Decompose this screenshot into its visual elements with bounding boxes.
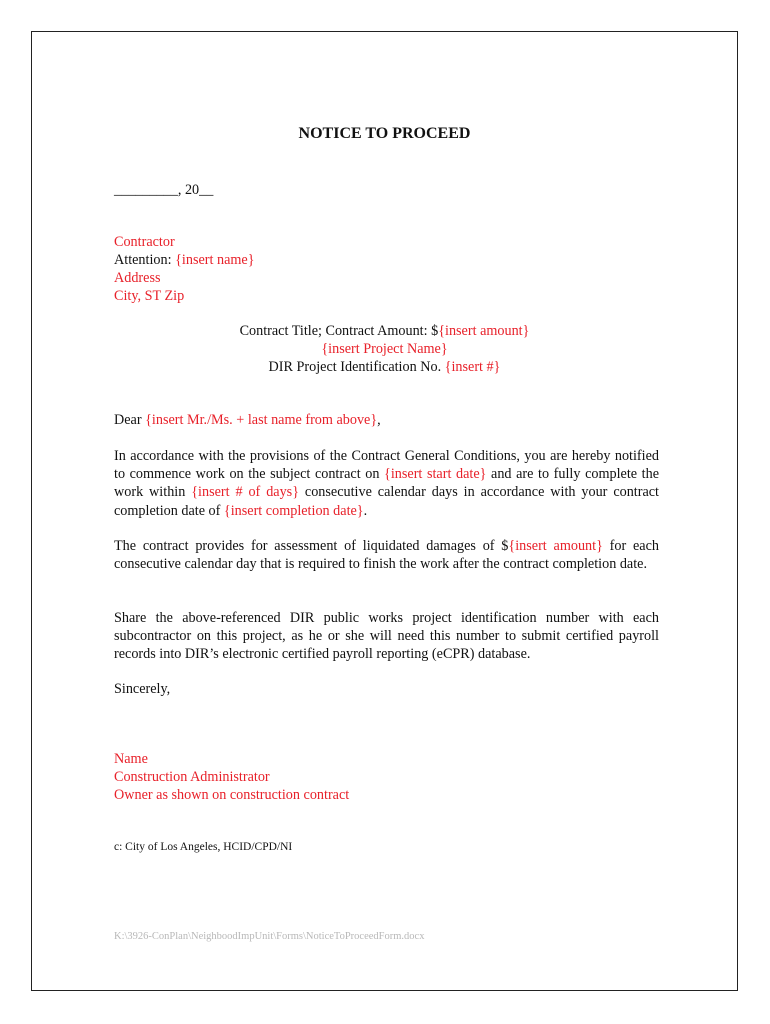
subject-line-1 [32, 322, 737, 340]
paragraph-damages [114, 537, 659, 573]
document-page [31, 31, 738, 991]
subject-dir-label: DIR Project Identification No. [268, 359, 445, 375]
recipient-contractor: Contractor [114, 234, 175, 250]
subject-project-name: {insert Project Name} [321, 341, 448, 357]
signature-org: Owner as shown on construction contract [114, 787, 350, 803]
closing: Sincerely, [114, 681, 171, 697]
days-placeholder: {insert # of days} [191, 484, 300, 501]
para1-text-2: and are to fully complete the work within [114, 466, 659, 501]
recipient-city: City, ST Zip [114, 288, 185, 304]
paragraph-notice [114, 447, 659, 520]
paragraph-dir: Share the above-referenced DIR public works project identification number with each subcontractor on this project, as he or she will need this number to submit certified payroll records into DIR’s electronic certified payroll reporting (eCPR) database. [114, 610, 659, 663]
para1-text-1: In accordance with the provisions of the Contract General Conditions, you are hereby notified to commence work on the subject contract on [114, 448, 659, 483]
para1-text-3: consecutive calendar days in accordance with your contract completion date of [114, 484, 660, 519]
subject-line-3 [32, 358, 737, 376]
damages-amount-placeholder: {insert amount} [508, 538, 603, 554]
attention-label: Attention: [114, 252, 176, 268]
para1-text-4: . [363, 502, 368, 519]
document-title: NOTICE TO PROCEED [298, 125, 471, 142]
salutation-suffix: , [377, 412, 381, 428]
recipient-address: Address [114, 270, 161, 286]
recipient-attention [114, 251, 255, 269]
para2-text-1: The contract provides for assessment of liquidated damages of $ [114, 538, 509, 554]
start-date-placeholder: {insert start date} [384, 466, 487, 483]
completion-date-placeholder: {insert completion date} [223, 502, 364, 519]
salutation [114, 411, 381, 429]
subject-contract-label: Contract Title; Contract Amount: $ [239, 323, 439, 339]
salutation-name: {insert Mr./Ms. + last name from above} [145, 412, 378, 428]
date-line: _________, 20__ [114, 182, 214, 198]
para2-text-2: for each consecutive calendar day that is required to finish the work after the contract completion date. [114, 538, 659, 573]
signature-role: Construction Administrator [114, 769, 270, 785]
cc-line: c: City of Los Angeles, HCID/CPD/NI [114, 841, 293, 853]
footer-file-path: K:\3926-ConPlan\NeighboodImpUnit\Forms\NoticeToProceedForm.docx [114, 931, 425, 942]
subject-amount: {insert amount} [438, 323, 530, 339]
subject-dir-number: {insert #} [444, 359, 501, 375]
signature-name: Name [114, 751, 148, 767]
attention-value: {insert name} [175, 252, 255, 268]
salutation-prefix: Dear [114, 412, 146, 428]
